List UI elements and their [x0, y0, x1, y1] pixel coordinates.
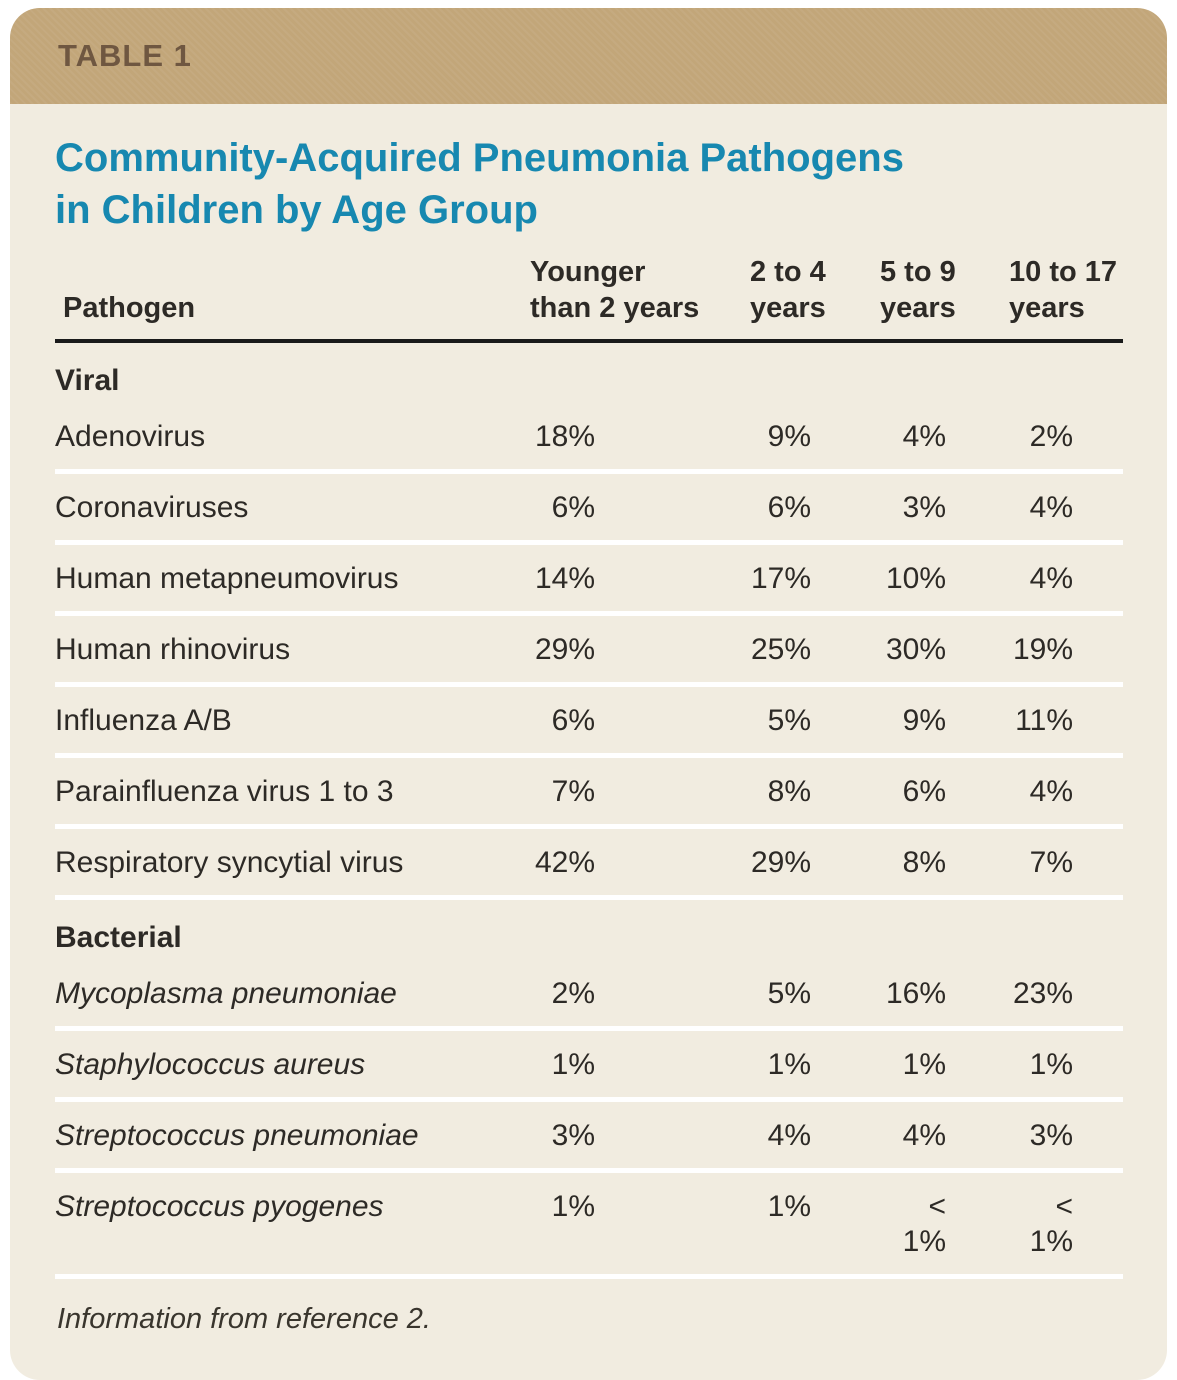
value-cell: 1%	[527, 1171, 747, 1277]
value-cell: 7%	[1006, 827, 1123, 898]
page-title-line-2: in Children by Age Group	[55, 188, 538, 232]
pathogen-name: Streptococcus pneumoniae	[55, 1100, 527, 1171]
value-cell: 2%	[527, 960, 747, 1029]
table-row	[55, 960, 1123, 1029]
table-row	[55, 614, 1123, 685]
value-cell: 6%	[527, 685, 747, 756]
pathogen-name: Streptococcus pyogenes	[55, 1171, 527, 1277]
value-cell: 16%	[877, 960, 1006, 1029]
value-cell: 6%	[877, 756, 1006, 827]
value-cell: 4%	[877, 1100, 1006, 1171]
value-cell: 5%	[747, 960, 877, 1029]
value-cell: 1%	[527, 1029, 747, 1100]
table-body	[55, 341, 1123, 1277]
value-cell: 29%	[527, 614, 747, 685]
value-cell: 1%	[747, 1171, 877, 1277]
value-cell: 7%	[527, 756, 747, 827]
value-cell: 23%	[1006, 960, 1123, 1029]
column-header-5-to-9: 5 to 9 years	[877, 254, 1006, 341]
table-row	[55, 1171, 1123, 1277]
table-card	[10, 8, 1167, 1380]
pathogen-name: Coronaviruses	[55, 472, 527, 543]
value-cell: 42%	[527, 827, 747, 898]
value-cell: 9%	[877, 685, 1006, 756]
value-cell: 1%	[1006, 1029, 1123, 1100]
section-label: Viral	[55, 364, 120, 397]
value-cell: 4%	[747, 1100, 877, 1171]
page-title	[55, 132, 1123, 236]
section-header-row	[55, 341, 1123, 403]
footnote: Information from reference 2.	[57, 1303, 431, 1335]
value-cell: 1%	[747, 1029, 877, 1100]
value-cell: 18%	[527, 403, 747, 472]
pathogen-name: Staphylococcus aureus	[55, 1029, 527, 1100]
column-header-2-to-4: 2 to 4 years	[747, 254, 877, 341]
table-row	[55, 827, 1123, 898]
section-label: Bacterial	[55, 921, 182, 954]
table-number-tag: TABLE 1	[58, 38, 192, 73]
value-cell: 4%	[1006, 756, 1123, 827]
pathogen-name: Respiratory syncytial virus	[55, 827, 527, 898]
value-cell: 17%	[747, 543, 877, 614]
pathogen-name: Influenza A/B	[55, 685, 527, 756]
table-card-body	[10, 104, 1167, 1380]
pathogen-name: Human metapneumovirus	[55, 543, 527, 614]
value-cell: 3%	[877, 472, 1006, 543]
value-cell: 6%	[747, 472, 877, 543]
table-row	[55, 472, 1123, 543]
pathogen-name: Adenovirus	[55, 403, 527, 472]
value-cell: 19%	[1006, 614, 1123, 685]
column-header-10-to-17: 10 to 17 years	[1006, 254, 1123, 341]
value-cell: 14%	[527, 543, 747, 614]
table-row	[55, 1029, 1123, 1100]
column-header-pathogen: Pathogen	[55, 254, 527, 341]
pathogen-name: Parainfluenza virus 1 to 3	[55, 756, 527, 827]
value-cell: 3%	[527, 1100, 747, 1171]
value-cell: 4%	[1006, 472, 1123, 543]
value-cell: 25%	[747, 614, 877, 685]
value-cell: 3%	[1006, 1100, 1123, 1171]
value-cell: 5%	[747, 685, 877, 756]
value-cell: 8%	[877, 827, 1006, 898]
value-cell: 8%	[747, 756, 877, 827]
table-header-row	[55, 254, 1123, 341]
value-cell: 4%	[877, 403, 1006, 472]
pathogens-table	[55, 254, 1123, 1279]
section-header-row	[55, 898, 1123, 961]
value-cell: 29%	[747, 827, 877, 898]
value-cell: 9%	[747, 403, 877, 472]
table-row	[55, 685, 1123, 756]
value-cell: 4%	[1006, 543, 1123, 614]
value-cell: < 1%	[877, 1171, 1006, 1277]
table-header	[55, 254, 1123, 341]
table-row	[55, 756, 1123, 827]
table-row	[55, 543, 1123, 614]
table-row	[55, 403, 1123, 472]
value-cell: 6%	[527, 472, 747, 543]
value-cell: 11%	[1006, 685, 1123, 756]
value-cell: 1%	[877, 1029, 1006, 1100]
value-cell: < 1%	[1006, 1171, 1123, 1277]
page-title-line-1: Community-Acquired Pneumonia Pathogens	[55, 136, 904, 180]
value-cell: 2%	[1006, 403, 1123, 472]
value-cell: 10%	[877, 543, 1006, 614]
value-cell: 30%	[877, 614, 1006, 685]
pathogen-name: Human rhinovirus	[55, 614, 527, 685]
table-row	[55, 1100, 1123, 1171]
table-card-header	[10, 8, 1167, 104]
column-header-younger-than-2: Younger than 2 years	[527, 254, 747, 341]
pathogen-name: Mycoplasma pneumoniae	[55, 960, 527, 1029]
